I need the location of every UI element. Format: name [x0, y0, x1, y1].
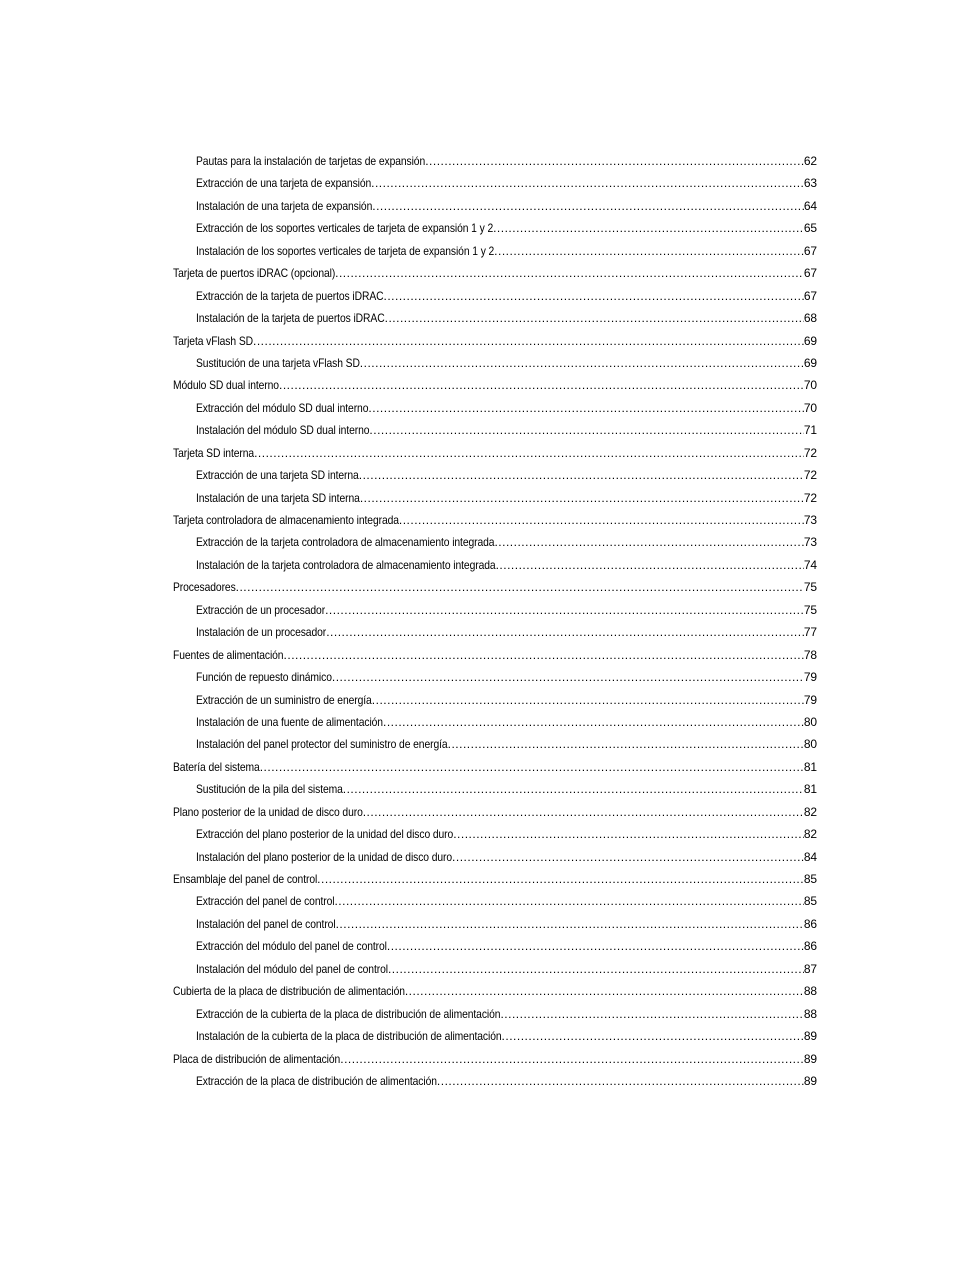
toc-entry-title: Instalación de una fuente de alimentación — [196, 714, 383, 729]
toc-entry-title: Sustitución de la pila del sistema — [196, 782, 343, 797]
toc-entry-title: Instalación de un procesador — [196, 625, 327, 640]
toc-entry[interactable] — [173, 935, 817, 957]
toc-entry[interactable] — [173, 1025, 817, 1047]
toc-entry-page-number: 89 — [803, 1051, 817, 1066]
toc-entry-page-number: 82 — [803, 827, 817, 842]
toc-entry-page-number: 79 — [803, 670, 817, 685]
toc-dot-leader — [437, 1070, 804, 1092]
toc-entry-title: Plano posterior de la unidad de disco duro — [173, 804, 363, 819]
toc-entry-page-number: 65 — [803, 221, 817, 236]
toc-entry[interactable] — [173, 711, 817, 733]
toc-dot-leader — [383, 711, 804, 733]
toc-dot-leader — [359, 464, 804, 486]
toc-dot-leader — [448, 733, 804, 755]
toc-entry[interactable] — [173, 868, 817, 890]
toc-entry-title: Tarjeta vFlash SD — [173, 333, 253, 348]
toc-entry[interactable] — [173, 846, 817, 868]
toc-dot-leader — [385, 307, 804, 329]
toc-entry[interactable] — [173, 621, 817, 643]
toc-entry-page-number: 63 — [803, 176, 817, 191]
toc-entry[interactable] — [173, 240, 817, 262]
toc-entry-page-number: 86 — [803, 916, 817, 931]
toc-entry[interactable] — [173, 374, 817, 396]
toc-dot-leader — [284, 644, 804, 666]
toc-dot-leader — [363, 801, 804, 823]
toc-entry[interactable] — [173, 756, 817, 778]
toc-entry-page-number: 75 — [803, 580, 817, 595]
toc-dot-leader — [371, 172, 804, 194]
toc-entry-title: Instalación de la tarjeta de puertos iDRAC — [196, 311, 385, 326]
toc-entry-title: Extracción de la tarjeta de puertos iDRAC — [196, 288, 384, 303]
toc-entry[interactable] — [173, 195, 817, 217]
toc-entry-page-number: 62 — [803, 154, 817, 168]
toc-entry-title: Sustitución de una tarjeta vFlash SD — [196, 355, 360, 370]
toc-dot-leader — [253, 330, 804, 352]
toc-entry-title: Ensamblaje del panel de control — [173, 872, 318, 886]
toc-entry-title: Extracción de la tarjeta controladora de almacenamiento integrada — [196, 535, 495, 550]
toc-entry-page-number: 81 — [803, 782, 817, 797]
toc-entry[interactable] — [173, 150, 817, 172]
toc-entry-title: Extracción de un suministro de energía — [196, 692, 372, 707]
toc-entry-title: Extracción de una tarjeta de expansión — [196, 176, 372, 191]
toc-entry[interactable] — [173, 733, 817, 755]
toc-entry[interactable] — [173, 509, 817, 531]
toc-dot-leader — [405, 980, 804, 1002]
toc-entry-title: Batería del sistema — [173, 759, 260, 774]
toc-dot-leader — [332, 666, 804, 688]
toc-entry-page-number: 85 — [803, 872, 817, 886]
toc-entry[interactable] — [173, 958, 817, 980]
toc-entry[interactable] — [173, 913, 817, 935]
toc-entry-title: Tarjeta controladora de almacenamiento integrada — [173, 513, 399, 527]
toc-entry-title: Extracción del módulo del panel de control — [196, 939, 387, 954]
toc-entry-page-number: 78 — [803, 647, 817, 662]
toc-entry[interactable] — [173, 262, 817, 284]
toc-entry-title: Función de repuesto dinámico — [196, 670, 332, 685]
toc-entry-page-number: 88 — [803, 984, 817, 999]
toc-entry-title: Tarjeta SD interna — [173, 445, 255, 460]
toc-dot-leader — [453, 823, 804, 845]
toc-entry-page-number: 70 — [803, 378, 817, 393]
toc-entry-title: Fuentes de alimentación — [173, 647, 284, 662]
toc-entry[interactable] — [173, 531, 817, 553]
toc-entry-title: Extracción de un procesador — [196, 602, 326, 617]
toc-dot-leader — [325, 599, 804, 621]
toc-dot-leader — [388, 958, 804, 980]
toc-entry-title: Instalación de la tarjeta controladora de almacenamiento integrada — [196, 557, 496, 572]
toc-entry-title: Instalación del panel protector del suministro de energía — [196, 737, 448, 752]
toc-dot-leader — [399, 509, 804, 531]
toc-entry[interactable] — [173, 890, 817, 912]
toc-dot-leader — [500, 1003, 803, 1025]
toc-dot-leader — [387, 935, 804, 957]
toc-dot-leader — [336, 913, 804, 935]
toc-entry-page-number: 88 — [803, 1006, 817, 1021]
toc-entry[interactable] — [173, 689, 817, 711]
toc-dot-leader — [372, 195, 804, 217]
toc-dot-leader — [494, 531, 803, 553]
toc-entry-title: Extracción de los soportes verticales de tarjeta de expansión 1 y 2 — [196, 221, 494, 236]
toc-dot-leader — [360, 352, 804, 374]
toc-entry-title: Instalación del plano posterior de la unidad de disco duro — [196, 849, 453, 864]
toc-entry-page-number: 79 — [803, 692, 817, 707]
toc-entry-page-number: 82 — [803, 804, 817, 819]
toc-entry-page-number: 85 — [803, 894, 817, 909]
toc-entry-title: Extracción de la placa de distribución de alimentación — [196, 1073, 437, 1088]
toc-entry-title: Instalación del módulo SD dual interno — [196, 423, 370, 438]
toc-entry[interactable] — [173, 419, 817, 441]
toc-entry[interactable] — [173, 1048, 817, 1070]
toc-entry-page-number: 80 — [803, 714, 817, 729]
toc-entry[interactable] — [173, 1003, 817, 1025]
toc-entry[interactable] — [173, 823, 817, 845]
toc-entry[interactable] — [173, 576, 817, 598]
toc-dot-leader — [372, 689, 804, 711]
toc-entry-page-number: 71 — [803, 423, 817, 438]
toc-entry-page-number: 64 — [803, 198, 817, 213]
toc-dot-leader — [425, 150, 804, 172]
toc-entry-page-number: 67 — [803, 288, 817, 303]
toc-entry-title: Extracción del panel de control — [196, 894, 335, 909]
toc-entry-title: Instalación de una tarjeta de expansión — [196, 198, 373, 213]
toc-entry-page-number: 67 — [803, 243, 817, 258]
toc-entry[interactable] — [173, 330, 817, 352]
toc-entry-title: Instalación de una tarjeta SD interna — [196, 490, 360, 505]
toc-entry-title: Extracción de una tarjeta SD interna — [196, 468, 359, 483]
toc-dot-leader — [334, 890, 803, 912]
toc-entry-page-number: 81 — [803, 759, 817, 774]
toc-entry-page-number: 67 — [803, 266, 817, 281]
toc-entry-title: Tarjeta de puertos iDRAC (opcional) — [173, 266, 336, 281]
toc-dot-leader — [326, 621, 804, 643]
toc-entry-title: Instalación del panel de control — [196, 916, 336, 931]
toc-dot-leader — [502, 1025, 804, 1047]
toc-entry-page-number: 68 — [803, 311, 817, 326]
toc-dot-leader — [279, 374, 804, 396]
toc-entry[interactable] — [173, 666, 817, 688]
toc-entry-title: Pautas para la instalación de tarjetas de expansión — [196, 154, 426, 168]
toc-entry[interactable] — [173, 487, 817, 509]
toc-dot-leader — [369, 419, 803, 441]
toc-dot-leader — [493, 217, 804, 239]
toc-dot-leader — [317, 868, 804, 890]
toc-entry-page-number: 89 — [803, 1029, 817, 1044]
toc-entry-page-number: 87 — [803, 961, 817, 976]
toc-entry-title: Extracción de la cubierta de la placa de distribución de alimentación — [196, 1006, 501, 1021]
toc-entry[interactable] — [173, 217, 817, 239]
toc-entry-title: Placa de distribución de alimentación — [173, 1051, 341, 1066]
toc-entry-title: Extracción del plano posterior de la unidad del disco duro — [196, 827, 454, 842]
toc-entry-page-number: 75 — [803, 602, 817, 617]
toc-entry[interactable] — [173, 442, 817, 464]
toc-entry-page-number: 73 — [803, 513, 817, 527]
toc-entry[interactable] — [173, 352, 817, 374]
toc-entry-page-number: 70 — [803, 400, 817, 415]
toc-entry-page-number: 72 — [803, 468, 817, 483]
toc-entry[interactable] — [173, 778, 817, 800]
toc-entry-title: Extracción del módulo SD dual interno — [196, 400, 369, 415]
toc-entry[interactable] — [173, 1070, 817, 1092]
toc-entry-title: Instalación de la cubierta de la placa de distribución de alimentación — [196, 1029, 502, 1044]
toc-entry-page-number: 73 — [803, 535, 817, 550]
toc-entry-page-number: 77 — [803, 625, 817, 640]
toc-dot-leader — [452, 846, 804, 868]
toc-dot-leader — [368, 397, 803, 419]
toc-entry[interactable] — [173, 980, 817, 1002]
toc-entry-page-number: 69 — [803, 333, 817, 348]
toc-entry[interactable] — [173, 644, 817, 666]
toc-entry-title: Instalación del módulo del panel de control — [196, 961, 388, 976]
toc-entry-title: Procesadores — [173, 580, 236, 595]
toc-dot-leader — [494, 240, 804, 262]
toc-dot-leader — [496, 554, 804, 576]
toc-entry[interactable] — [173, 397, 817, 419]
toc-dot-leader — [335, 262, 804, 284]
toc-entry-page-number: 69 — [803, 355, 817, 370]
toc-dot-leader — [384, 285, 804, 307]
toc-entry[interactable] — [173, 554, 817, 576]
toc-entry[interactable] — [173, 285, 817, 307]
toc-entry[interactable] — [173, 464, 817, 486]
table-of-contents — [173, 150, 817, 1092]
toc-dot-leader — [254, 442, 804, 464]
toc-entry-title: Instalación de los soportes verticales de tarjeta de expansión 1 y 2 — [196, 243, 495, 258]
toc-dot-leader — [236, 576, 804, 598]
toc-entry-page-number: 72 — [803, 490, 817, 505]
toc-entry[interactable] — [173, 801, 817, 823]
toc-entry-title: Cubierta de la placa de distribución de alimentación — [173, 984, 405, 999]
toc-dot-leader — [360, 487, 804, 509]
toc-entry-page-number: 74 — [803, 557, 817, 572]
toc-entry[interactable] — [173, 307, 817, 329]
toc-entry-page-number: 80 — [803, 737, 817, 752]
toc-dot-leader — [343, 778, 804, 800]
toc-entry[interactable] — [173, 172, 817, 194]
toc-dot-leader — [260, 756, 804, 778]
toc-dot-leader — [340, 1048, 804, 1070]
toc-entry[interactable] — [173, 599, 817, 621]
toc-entry-page-number: 84 — [803, 849, 817, 864]
toc-entry-page-number: 89 — [803, 1073, 817, 1088]
toc-entry-page-number: 72 — [803, 445, 817, 460]
toc-entry-title: Módulo SD dual interno — [173, 378, 279, 393]
toc-entry-page-number: 86 — [803, 939, 817, 954]
